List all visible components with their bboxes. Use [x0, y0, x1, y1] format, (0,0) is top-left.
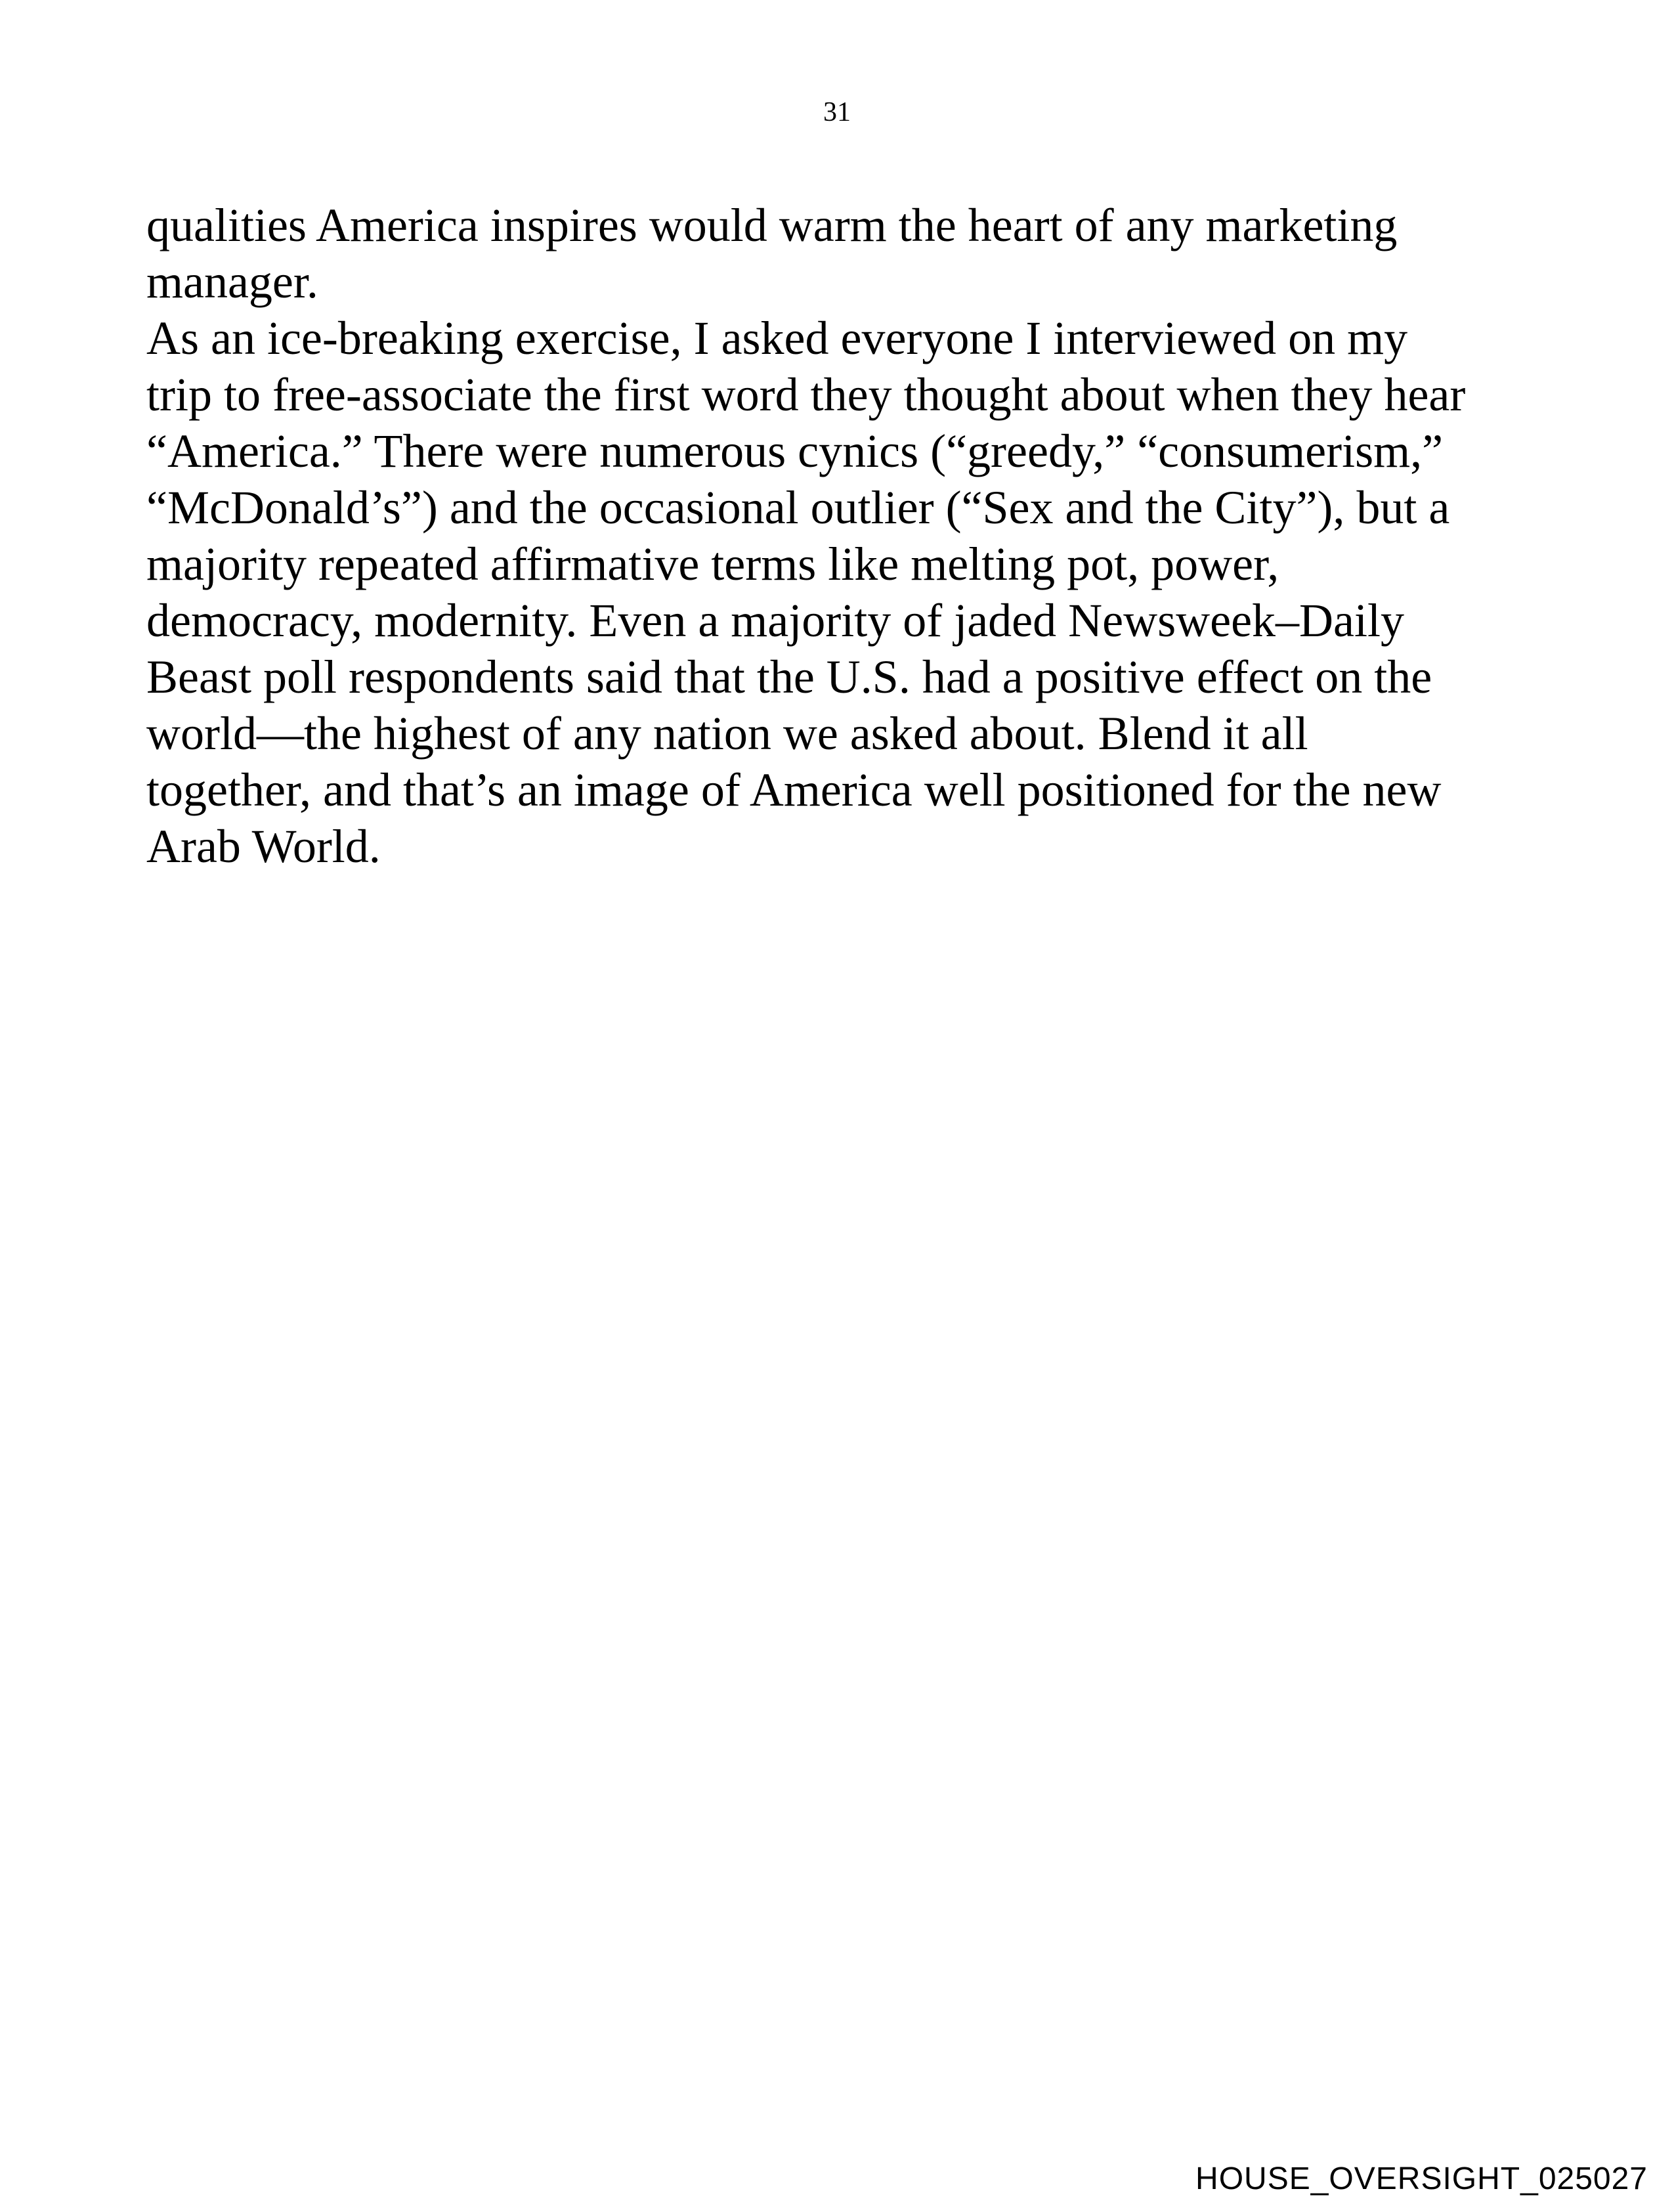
text-line: “America.” There were numerous cynics (“greedy,” “consumerism,” — [146, 425, 1444, 477]
text-line: manager. — [146, 255, 318, 308]
text-line: world—the highest of any nation we asked about. Blend it all — [146, 707, 1308, 760]
page-number: 31 — [823, 97, 851, 127]
body-text — [146, 197, 1577, 875]
text-line: together, and that’s an image of America well positioned for the new — [146, 764, 1442, 816]
text-line: democracy, modernity. Even a majority of jaded Newsweek–Daily — [146, 594, 1404, 647]
text-line: qualities America inspires would warm the heart of any marketing — [146, 199, 1398, 251]
text-line: As an ice-breaking exercise, I asked everyone I interviewed on my — [146, 312, 1408, 364]
text-line: “McDonald’s”) and the occasional outlier (“Sex and the City”), but a — [146, 481, 1450, 534]
text-line: Arab World. — [146, 820, 381, 873]
text-line: Beast poll respondents said that the U.S. had a positive effect on the — [146, 651, 1432, 703]
bates-stamp: HOUSE_OVERSIGHT_025027 — [1195, 2161, 1648, 2196]
text-line: majority repeated affirmative terms like melting pot, power, — [146, 538, 1279, 590]
text-line: trip to free-associate the first word they thought about when they hear — [146, 368, 1466, 421]
